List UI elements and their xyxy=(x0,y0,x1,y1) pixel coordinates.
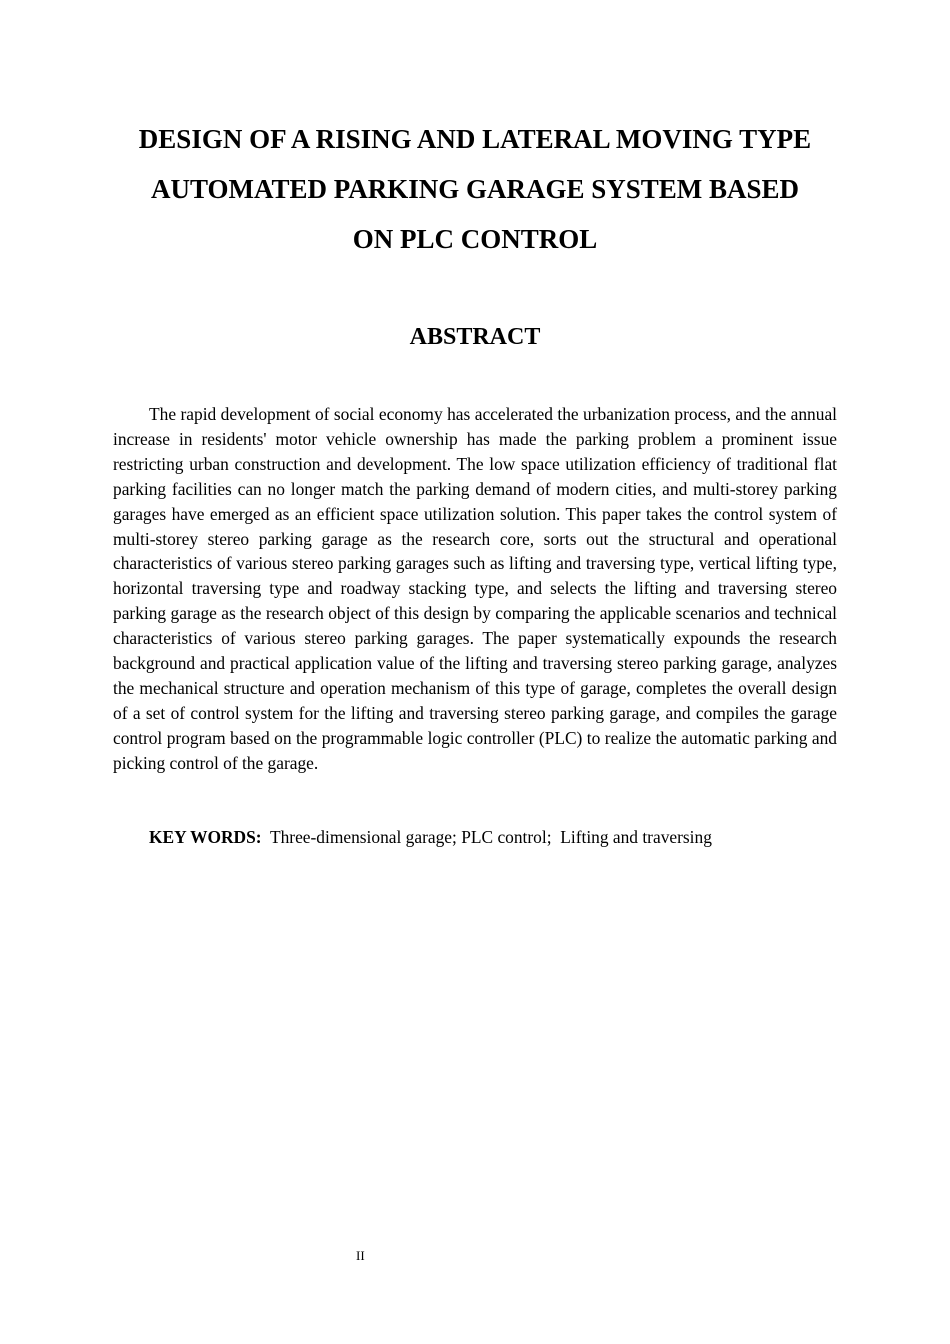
keywords-label: KEY WORDS: xyxy=(149,827,262,847)
title-line: DESIGN OF A RISING AND LATERAL MOVING TYPE xyxy=(138,124,812,154)
keyword: Lifting and traversing xyxy=(560,827,712,847)
abstract-heading: ABSTRACT xyxy=(409,324,541,350)
keyword: PLC control; xyxy=(461,827,552,847)
keywords-line xyxy=(149,825,849,849)
page-number: II xyxy=(356,1248,365,1263)
keyword: Three-dimensional garage; xyxy=(269,827,457,847)
abstract-body: The rapid development of social economy has accelerated the urbanization process, and the annual increase in residents' motor vehicle ownership has made the parking problem a prominent issue restricting urban construction and development. The low space utilization efficiency of traditional flat parking facilities can no longer match the parking demand of modern cities, and multi-storey parking garages have emerged as an efficient space utilization solution. This paper takes the control system of multi-storey stereo parking garage as the research core, sorts out the structural and operational characteristics of various stereo parking garages such as lifting and traversing type, vertical lifting type, horizontal traversing type and roadway stacking type, and selects the lifting and traversing stereo parking garage as the research object of this design by comparing the applicable scenarios and technical characteristics of various stereo parking garages. The paper systematically expounds the research background and practical application value of the lifting and traversing stereo parking garage, analyzes the mechanical structure and operation mechanism of this type of garage, completes the overall design of a set of control system for the lifting and traversing stereo parking garage, and compiles the garage control program based on the programmable logic controller (PLC) to realize the automatic parking and picking control of the garage. xyxy=(113,404,837,773)
title-line: AUTOMATED PARKING GARAGE SYSTEM BASED xyxy=(150,174,800,204)
paper-title xyxy=(100,114,850,264)
title-line: ON PLC CONTROL xyxy=(352,224,598,254)
